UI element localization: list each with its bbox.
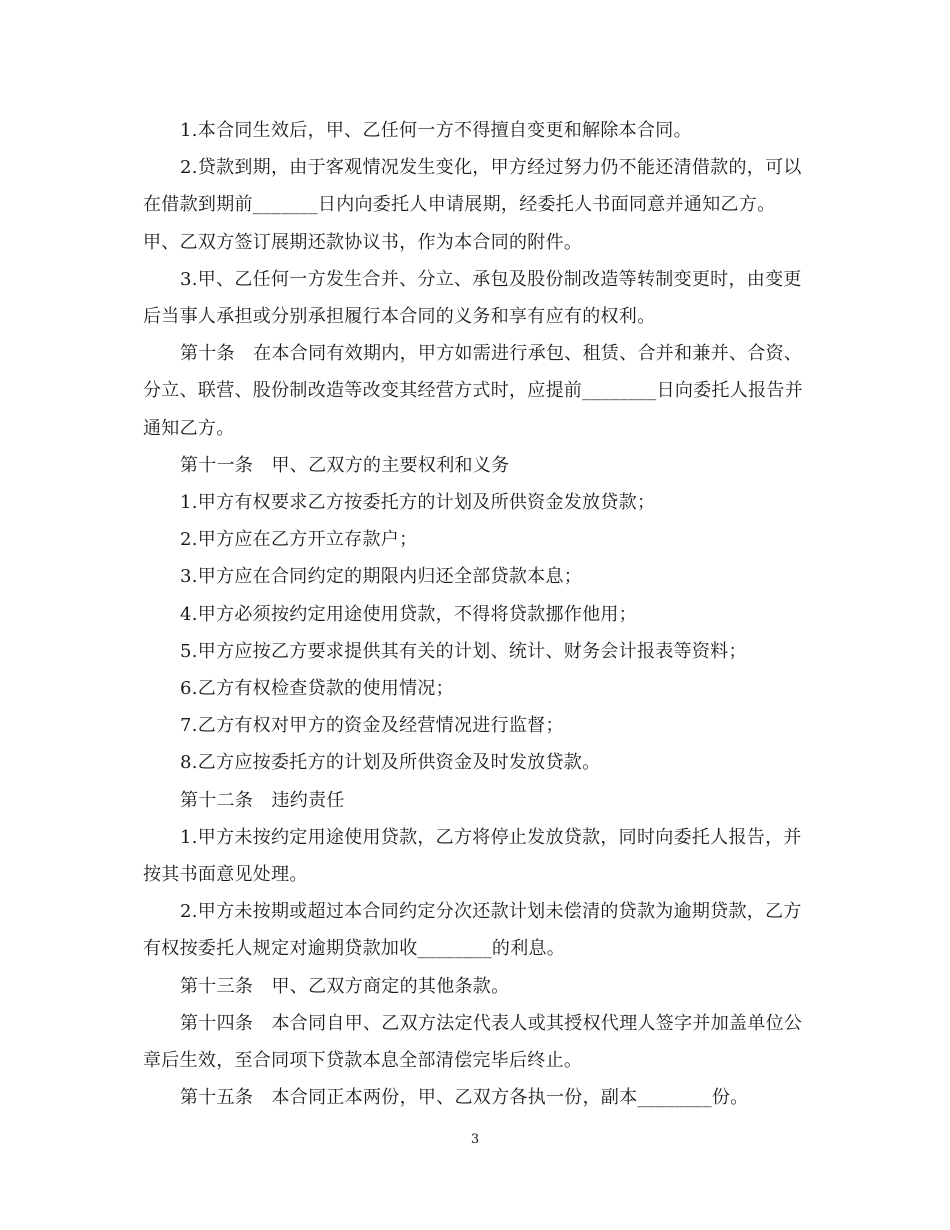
article-13-paragraph: 第十三条 甲、乙双方商定的其他条款。	[180, 975, 510, 997]
page-number: 3	[470, 1132, 480, 1147]
clause-paragraph: 3.甲、乙任何一方发生合并、分立、承包及股份制改造等转制变更时，由变更后当事人承担或分别承担履行本合同的义务和享有应有的权利。	[143, 268, 802, 328]
clause-paragraph: 8.乙方应按委托方的计划及所供资金及时发放贷款。	[180, 752, 601, 774]
clause-paragraph: 2.甲方未按期或超过本合同约定分次还款计划未偿清的贷款为逾期贷款，乙方有权按委托人规定对逾期贷款加收________的利息。	[143, 901, 802, 960]
clause-paragraph: 4.甲方必须按约定用途使用贷款，不得将贷款挪作他用；	[180, 603, 637, 625]
clause-paragraph: 3.甲方应在合同约定的期限内归还全部贷款本息；	[180, 566, 583, 588]
clause-paragraph: 2.贷款到期，由于客观情况发生变化，甲方经过努力仍不能还清借款的，可以在借款到期前_______日内向委托人申请展期，经委托人书面同意并通知乙方。甲、乙双方签订展期还款协议书，作为本合同的附件。	[143, 157, 802, 253]
clause-paragraph: 1.甲方有权要求乙方按委托方的计划及所供资金发放贷款；	[180, 492, 656, 514]
article-14-paragraph: 第十四条 本合同自甲、乙双方法定代表人或其授权代理人签字并加盖单位公章后生效，至合同项下贷款本息全部清偿完毕后终止。	[143, 1012, 803, 1072]
clause-paragraph: 1.甲方未按约定用途使用贷款，乙方将停止发放贷款，同时向委托人报告，并按其书面意见处理。	[143, 826, 802, 886]
article-11-heading: 第十一条 甲、乙双方的主要权利和义务	[180, 454, 510, 476]
clause-paragraph: 2.甲方应在乙方开立存款户；	[180, 529, 418, 551]
document-body	[143, 112, 805, 1116]
clause-paragraph: 5.甲方应按乙方要求提供其有关的计划、统计、财务会计报表等资料；	[180, 640, 747, 662]
clause-paragraph: 1.本合同生效后，甲、乙任何一方不得擅自变更和解除本合同。	[180, 120, 692, 141]
clause-paragraph: 7.乙方有权对甲方的资金及经营情况进行监督；	[180, 715, 564, 737]
clause-paragraph: 6.乙方有权检查贷款的使用情况；	[180, 678, 454, 700]
article-12-heading: 第十二条 违约责任	[180, 789, 345, 811]
article-15-paragraph: 第十五条 本合同正本两份，甲、乙双方各执一份，副本________份。	[180, 1087, 749, 1109]
article-10-paragraph: 第十条 在本合同有效期内，甲方如需进行承包、租赁、合并和兼并、合资、分立、联营、股份制改造等改变其经营方式时，应提前________日向委托人报告并通知乙方。	[143, 343, 803, 439]
